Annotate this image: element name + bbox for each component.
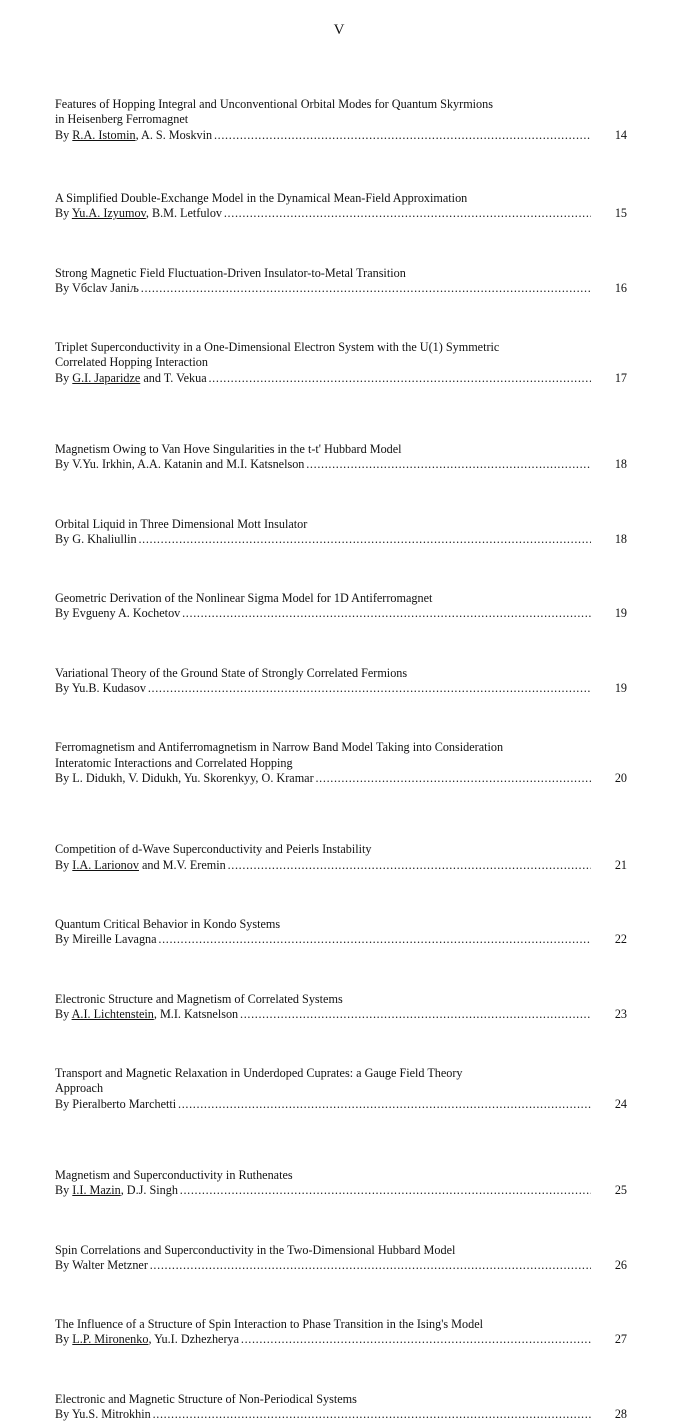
by-prefix: By: [55, 857, 73, 872]
entry-authors: [55, 281, 591, 296]
by-prefix: By: [55, 1183, 73, 1198]
entry-page-number: 18: [614, 531, 627, 546]
entry-byline: [55, 128, 627, 143]
by-prefix: By: [55, 1407, 72, 1422]
presenting-author: Yu.A. Izyumov: [71, 206, 146, 221]
entry-authors: [55, 606, 591, 621]
entry-byline: [55, 281, 627, 296]
entry-page-number: 18: [614, 457, 627, 472]
entry-byline: [55, 681, 627, 696]
co-authors: G. Khaliullin: [72, 531, 137, 546]
entry-title: Strong Magnetic Field Fluctuation-Driven Insulator-to-Metal Transition: [55, 265, 406, 280]
entry-page-number: 20: [614, 770, 627, 785]
by-prefix: By: [55, 932, 73, 947]
co-authors: and M.V. Eremin: [138, 857, 226, 872]
entry-title: Magnetism and Superconductivity in Ruthenates: [55, 1168, 293, 1182]
by-prefix: By V: [55, 280, 81, 295]
entry-title: Quantum Critical Behavior in Kondo Systems: [55, 916, 281, 931]
entry-title: Ferromagnetism and Antiferromagnetism in Narrow Band Model Taking into Consideration: [55, 740, 504, 755]
co-authors: Walter Metzner: [72, 1257, 148, 1272]
toc-entry: [55, 1066, 627, 1112]
entry-byline: [55, 457, 627, 472]
entry-byline: [55, 1007, 627, 1022]
co-authors: , B.M. Letfulov: [145, 206, 223, 221]
entry-title-continued: Correlated Hopping Interaction: [55, 355, 208, 370]
co-authors: Pieralberto Marchetti: [72, 1096, 177, 1111]
entry-authors: [55, 1183, 591, 1198]
presenting-author: A.I. Lichtenstein: [71, 1006, 154, 1021]
entry-page-number: 26: [614, 1257, 627, 1272]
entry-title: Features of Hopping Integral and Unconventional Orbital Modes for Quantum Skyrmions: [55, 97, 493, 111]
entry-authors: [55, 858, 591, 873]
presenting-author: R.A. Istomin: [72, 127, 136, 142]
entry-byline: [55, 858, 627, 873]
entry-byline: [55, 371, 627, 386]
entry-authors: [55, 532, 591, 547]
entry-page-number: 22: [614, 932, 627, 947]
co-authors: Mireille Lavagna: [72, 932, 157, 947]
by-prefix: By: [55, 1257, 73, 1272]
co-authors: , A. S. Moskvin: [135, 127, 213, 142]
entry-authors: [55, 771, 591, 786]
entry-page-number: 16: [614, 280, 627, 295]
by-prefix: By: [55, 681, 72, 696]
toc-entry: [55, 740, 627, 786]
presenting-author: I.I. Mazin: [72, 1183, 121, 1198]
entry-byline: [55, 206, 627, 221]
entry-page-number: 27: [614, 1332, 627, 1347]
co-authors: бclav Janiљ: [80, 280, 139, 295]
toc-entry: [55, 266, 627, 297]
by-prefix: By: [55, 606, 73, 621]
toc-entry: [55, 917, 627, 948]
co-authors: V.Yu. Irkhin, A.A. Katanin and M.I. Katsnelson: [72, 457, 305, 472]
entry-title-continued: Interatomic Interactions and Correlated Hopping: [55, 755, 293, 770]
entry-authors: [55, 457, 591, 472]
entry-authors: [55, 1407, 591, 1422]
entry-authors: [55, 681, 591, 696]
toc-entry: [55, 97, 627, 143]
by-prefix: By: [55, 770, 73, 785]
entry-title-continued: in Heisenberg Ferromagnet: [55, 112, 189, 127]
entry-page-number: 17: [614, 370, 627, 385]
by-prefix: By: [55, 531, 73, 546]
co-authors: Evgueny A. Kochetov: [72, 606, 181, 621]
entry-title: Geometric Derivation of the Nonlinear Sigma Model for 1D Antiferromagnet: [55, 591, 433, 606]
entry-authors: [55, 1007, 591, 1022]
entry-title: Variational Theory of the Ground State of Strongly Correlated Fermions: [55, 665, 408, 680]
by-prefix: By: [55, 1006, 72, 1021]
toc-entry: [55, 1392, 627, 1422]
entry-title: The Influence of a Structure of Spin Interaction to Phase Transition in the Ising's Model: [55, 1317, 484, 1332]
entry-byline: [55, 532, 627, 547]
co-authors: , M.I. Katsnelson: [153, 1006, 239, 1021]
entry-page-number: 15: [614, 206, 627, 221]
entry-byline: [55, 1097, 627, 1112]
entry-authors: [55, 932, 591, 947]
by-prefix: By: [55, 1332, 73, 1347]
toc-entry: [55, 992, 627, 1023]
co-authors: Yu.S. Mitrokhin: [71, 1407, 151, 1422]
co-authors: , D.J. Singh: [120, 1183, 178, 1198]
entry-title: Electronic Structure and Magnetism of Correlated Systems: [55, 991, 343, 1006]
toc-entry: [55, 1168, 627, 1199]
entry-authors: [55, 206, 591, 221]
entry-title: Magnetism Owing to Van Hove Singularities in the t-t' Hubbard Model: [55, 442, 402, 456]
toc-entry: [55, 191, 627, 222]
entry-byline: [55, 606, 627, 621]
by-prefix: By: [55, 127, 73, 142]
entry-page-number: 21: [614, 857, 627, 872]
entry-title: Triplet Superconductivity in a One-Dimensional Electron System with the U(1) Symmetric: [55, 340, 500, 355]
entry-title: Competition of d-Wave Superconductivity and Peierls Instability: [55, 842, 372, 857]
co-authors: L. Didukh, V. Didukh, Yu. Skorenkyy, O. Kramar: [72, 770, 314, 785]
page-number: V: [333, 22, 346, 38]
toc-entry: [55, 666, 627, 697]
toc-entry: [55, 442, 627, 473]
entry-authors: [55, 128, 591, 143]
presenting-author: G.I. Japaridze: [72, 370, 141, 385]
entry-byline: [55, 771, 627, 786]
entry-authors: [55, 1097, 591, 1112]
entry-byline: [55, 932, 627, 947]
entry-byline: [55, 1183, 627, 1198]
entry-title: Electronic and Magnetic Structure of Non-Periodical Systems: [55, 1391, 357, 1406]
by-prefix: By: [55, 370, 73, 385]
entry-page-number: 19: [614, 681, 627, 696]
co-authors: , Yu.I. Dzhezherya: [148, 1332, 240, 1347]
co-authors: Yu.B. Kudasov: [71, 681, 146, 696]
entry-byline: [55, 1332, 627, 1347]
entry-page-number: 19: [614, 606, 627, 621]
entry-title: Orbital Liquid in Three Dimensional Mott Insulator: [55, 516, 308, 531]
entry-byline: [55, 1258, 627, 1273]
toc-entry: [55, 842, 627, 873]
entry-page-number: 28: [614, 1407, 627, 1422]
by-prefix: By: [55, 1096, 73, 1111]
entry-page-number: 14: [614, 127, 627, 142]
toc-entry: [55, 340, 627, 386]
co-authors: and T. Vekua: [140, 370, 207, 385]
toc-entry: [55, 1317, 627, 1348]
entry-title-continued: Approach: [55, 1081, 104, 1096]
toc-entry: [55, 1243, 627, 1274]
by-prefix: By: [55, 457, 73, 472]
toc-entry: [55, 591, 627, 622]
entry-authors: [55, 371, 591, 386]
entry-authors: [55, 1332, 591, 1347]
entry-title: A Simplified Double-Exchange Model in the Dynamical Mean-Field Approximation: [55, 190, 468, 205]
presenting-author: I.A. Larionov: [72, 857, 139, 872]
entry-authors: [55, 1258, 591, 1273]
entry-title: Transport and Magnetic Relaxation in Underdoped Cuprates: a Gauge Field Theory: [55, 1066, 463, 1081]
entry-page-number: 23: [614, 1006, 627, 1021]
toc-entry: [55, 517, 627, 548]
entry-page-number: 24: [614, 1096, 627, 1111]
by-prefix: By: [55, 206, 72, 221]
entry-title: Spin Correlations and Superconductivity in the Two-Dimensional Hubbard Model: [55, 1242, 456, 1257]
entry-byline: [55, 1407, 627, 1422]
entry-page-number: 25: [614, 1183, 627, 1198]
presenting-author: L.P. Mironenko: [72, 1332, 149, 1347]
